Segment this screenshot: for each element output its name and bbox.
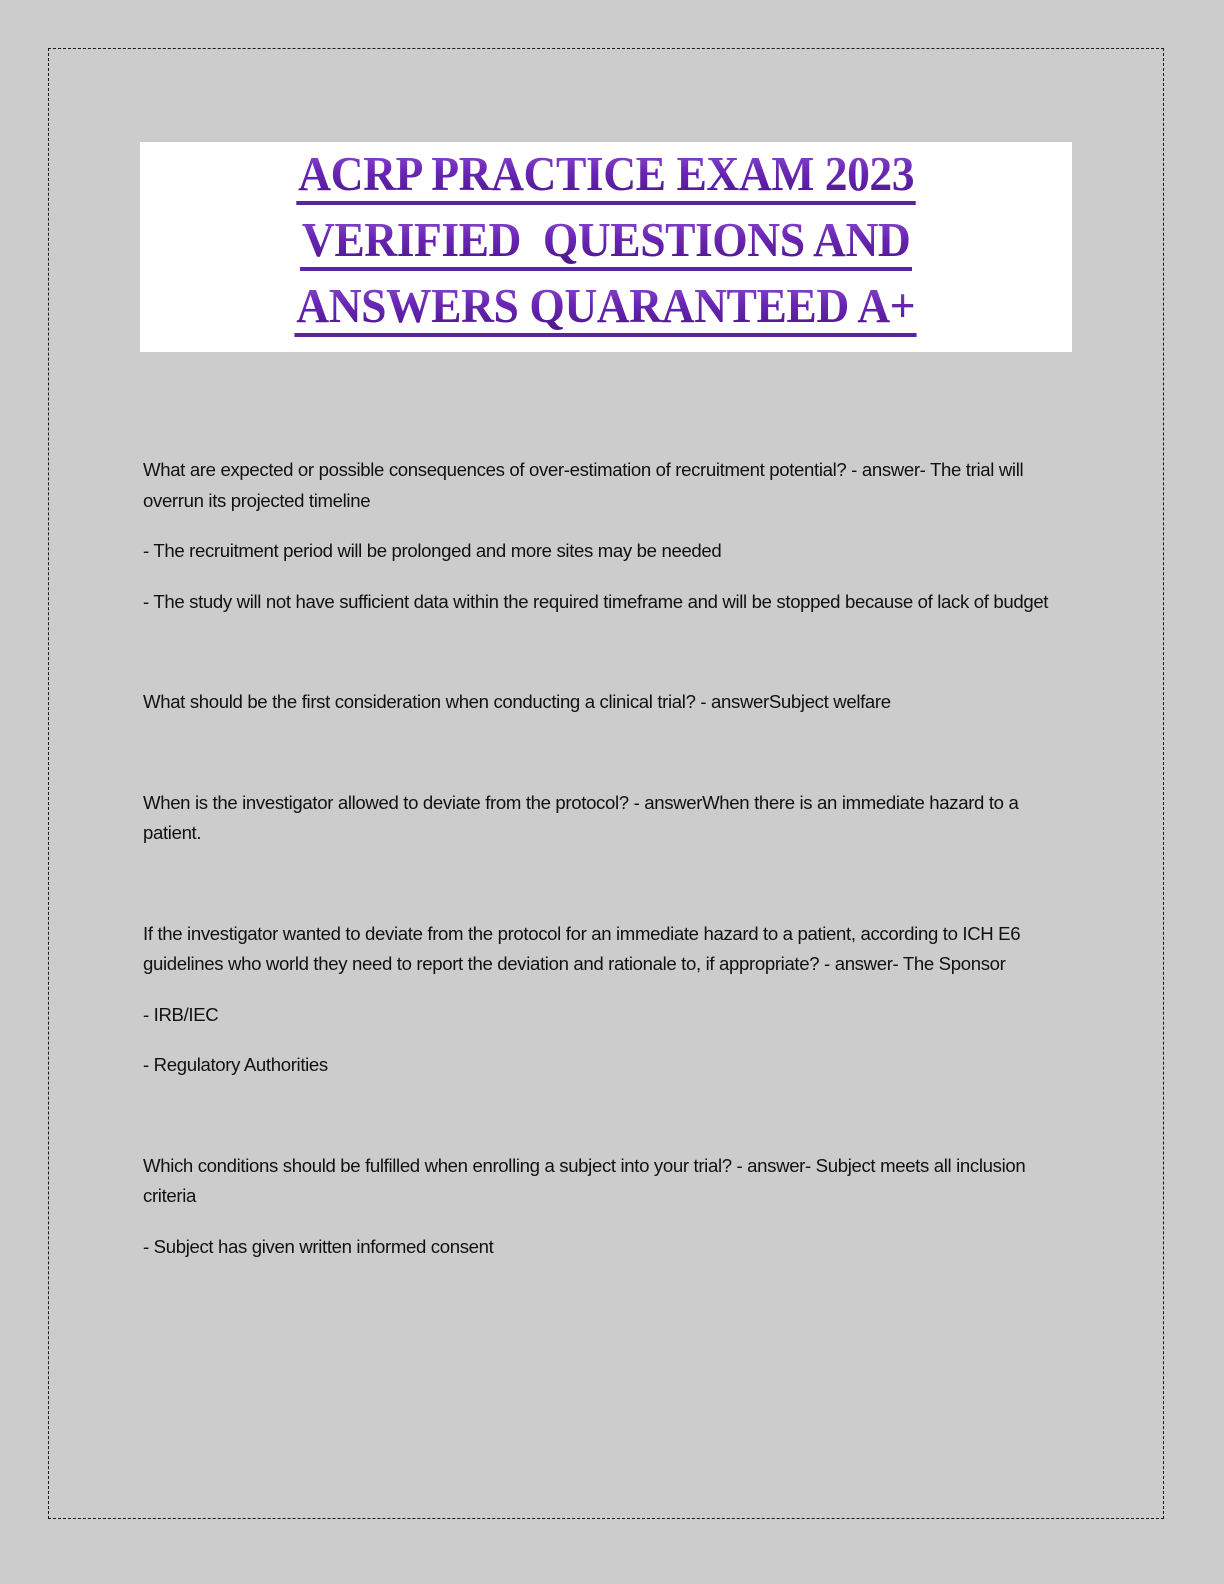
- answer-paragraph: - The study will not have sufficient data within the required timeframe and will be stopped because of lack of budget: [143, 590, 1049, 612]
- question-paragraph: What should be the first consideration when conducting a clinical trial? - answerSubject welfare: [143, 691, 891, 712]
- title-line-1: ACRP PRACTICE EXAM 2023: [298, 146, 914, 201]
- question-paragraph: If the investigator wanted to deviate from the protocol for an immediate hazard to a patient, according to ICH E6 guidelines who world they need to report the deviation and rationale to, if appropriate? - answer- The Sponsor: [143, 922, 1021, 974]
- title-banner: [140, 142, 1072, 352]
- answer-paragraph: - The recruitment period will be prolonged and more sites may be needed: [143, 540, 722, 561]
- title-line-2: VERIFIED QUESTIONS AND: [301, 212, 911, 267]
- qa-item-3: [143, 788, 1078, 849]
- answer-paragraph: - Regulatory Authorities: [143, 1054, 328, 1075]
- question-paragraph: Which conditions should be fulfilled when enrolling a subject into your trial? - answer- Subject meets all inclusion criteria: [143, 1154, 1026, 1206]
- qa-item-2: [143, 687, 1078, 718]
- answer-paragraph: - IRB/IEC: [143, 1003, 219, 1025]
- qa-item-4: [143, 919, 1078, 1081]
- question-paragraph: When is the investigator allowed to deviate from the protocol? - answerWhen there is an immediate hazard to a patient.: [143, 791, 1019, 843]
- question-paragraph: What are expected or possible consequences of over-estimation of recruitment potential? - answer- The trial will overrun its projected timeline: [143, 459, 1024, 511]
- qa-item-1: [143, 455, 1078, 617]
- title-line-3: ANSWERS QUARANTEED A+: [296, 278, 916, 333]
- answer-paragraph: - Subject has given written informed consent: [143, 1235, 494, 1257]
- document-body: [143, 455, 1078, 1282]
- qa-item-5: [143, 1151, 1078, 1263]
